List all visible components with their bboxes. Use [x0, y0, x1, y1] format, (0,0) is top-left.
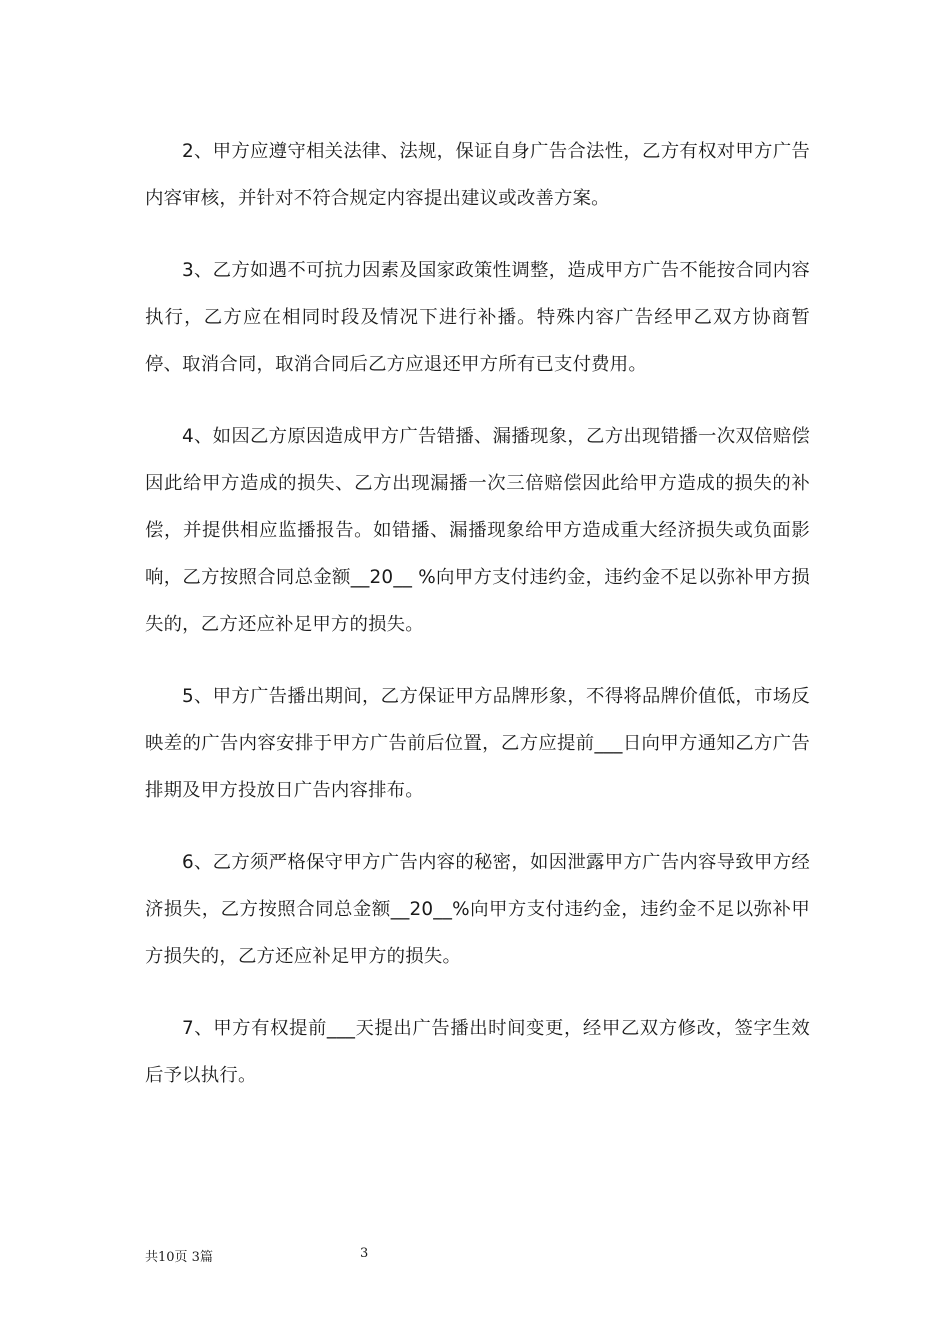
clause-5: 5、甲方广告播出期间，乙方保证甲方品牌形象，不得将品牌价值低，市场反映差的广告内容安排于甲方广告前后位置，乙方应提前___日向甲方通知乙方广告排期及甲方投放日广告内容排布。	[145, 686, 810, 801]
clause-7: 7、甲方有权提前___天提出广告播出时间变更，经甲乙双方修改，签字生效后予以执行。	[145, 1018, 810, 1086]
clause-6: 6、乙方须严格保守甲方广告内容的秘密，如因泄露甲方广告内容导致甲方经济损失，乙方按照合同总金额__20__%向甲方支付违约金，违约金不足以弥补甲方损失的，乙方还应补足甲方的损失。	[145, 852, 810, 967]
clause-4: 4、如因乙方原因造成甲方广告错播、漏播现象，乙方出现错播一次双倍赔偿因此给甲方造成的损失、乙方出现漏播一次三倍赔偿因此给甲方造成的损失的补偿，并提供相应监播报告。如错播、漏播现象给甲方造成重大经济损失或负面影响，乙方按照合同总金额__20__ %向甲方支付违约金，违约金不足以弥补甲方损失的，乙方还应补足甲方的损失。	[145, 426, 810, 635]
footer-page-number: 3	[360, 1246, 369, 1261]
document-body	[145, 128, 810, 1124]
clause-3: 3、乙方如遇不可抗力因素及国家政策性调整，造成甲方广告不能按合同内容执行，乙方应在相同时段及情况下进行补播。特殊内容广告经甲乙双方协商暂停、取消合同，取消合同后乙方应退还甲方所有已支付费用。	[145, 260, 810, 375]
footer-page-count: 共10页 3篇	[145, 1250, 213, 1265]
clause-2: 2、甲方应遵守相关法律、法规，保证自身广告合法性，乙方有权对甲方广告内容审核，并针对不符合规定内容提出建议或改善方案。	[145, 141, 810, 209]
